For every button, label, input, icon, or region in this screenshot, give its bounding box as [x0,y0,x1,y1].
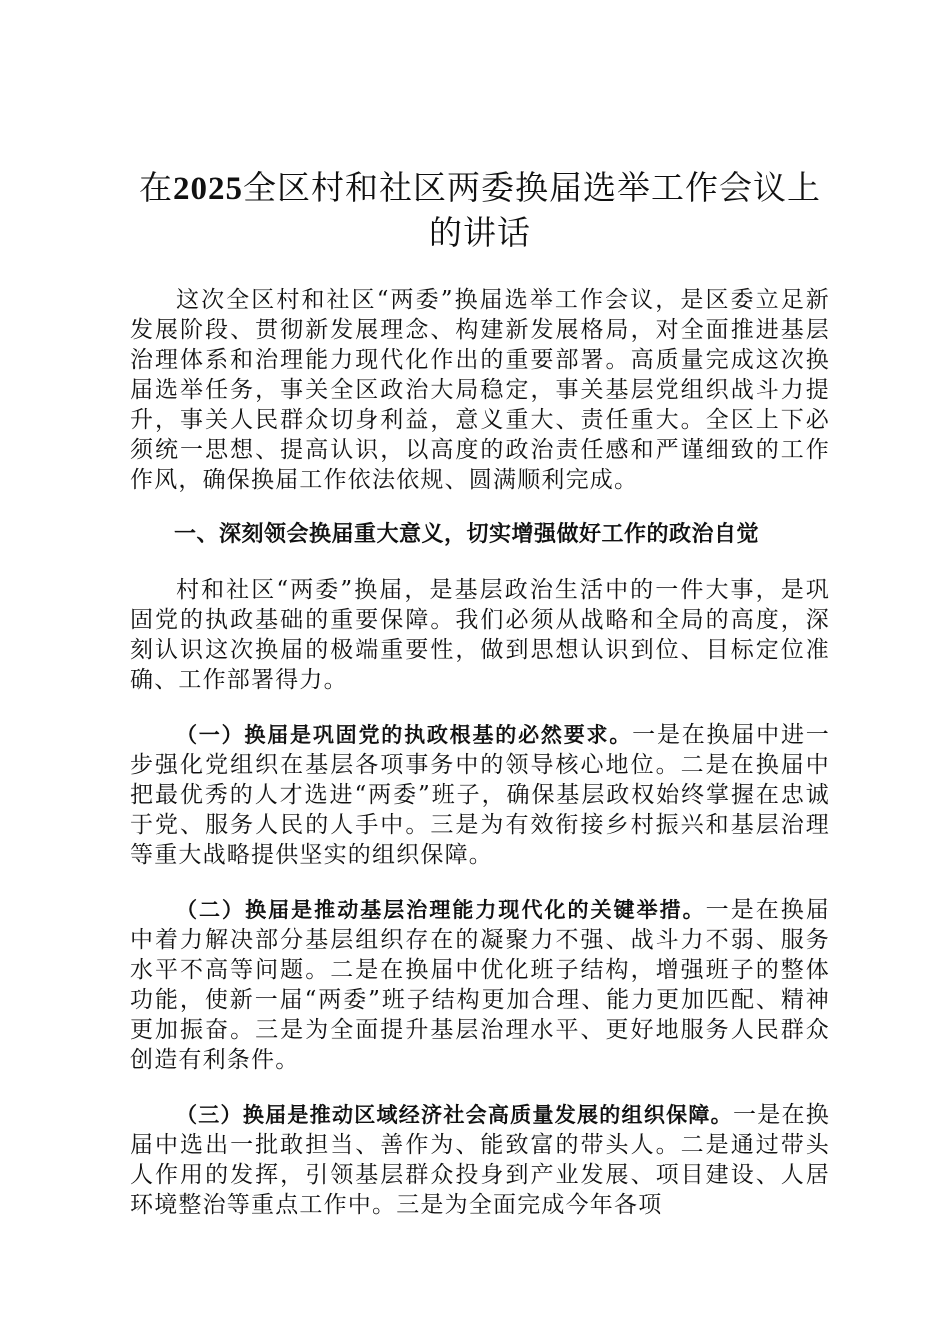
point-3-paragraph [130,1100,830,1220]
document-page [130,166,830,1245]
title-main: 全区村和社区两委换届选举工作会议上的讲话 [243,168,821,252]
point-2-lead: （二）换届是推动基层治理能力现代化的关键举措。 [176,898,706,922]
point-2-paragraph [130,895,830,1075]
title-prefix: 在 [139,168,173,207]
intro-paragraph: 这次全区村和社区“两委”换届选举工作会议，是区委立足新发展阶段、贯彻新发展理念、构建新发展格局，对全面推进基层治理体系和治理能力现代化作出的重要部署。高质量完成这次换届选举任务，事关全区政治大局稳定，事关基层党组织战斗力提升，事关人民群众切身利益，意义重大、责任重大。全区上下必须统一思想、提高认识，以高度的政治责任感和严谨细致的工作作风，确保换届工作依法依规、圆满顺利完成。 [130,287,830,493]
section-1-paragraph: 村和社区“两委”换届，是基层政治生活中的一件大事，是巩固党的执政基础的重要保障。我们必须从战略和全局的高度，深刻认识这次换届的极端重要性，做到思想认识到位、目标定位准确、工作部署得力。 [130,577,830,693]
document-title [130,166,830,255]
point-1-paragraph [130,720,830,870]
point-1-lead: （一）换届是巩固党的执政根基的必然要求。 [176,723,633,747]
section-heading-1: 一、深刻领会换届重大意义，切实增强做好工作的政治自觉 [174,522,760,547]
point-3-lead: （三）换届是推动区域经济社会高质量发展的组织保障。 [176,1103,733,1127]
point-1-text: 一是在换届中进一步强化党组织在基层各项事务中的领导核心地位。二是在换届中把最优秀的人才选进“两委”班子，确保基层政权始终掌握在忠诚于党、服务人民的人手中。三是为有效衔接乡村振兴和基层治理等重大战略提供坚实的组织保障。 [130,722,830,868]
point-2-text: 一是在换届中着力解决部分基层组织存在的凝聚力不强、战斗力不弱、服务水平不高等问题。二是在换届中优化班子结构，增强班子的整体功能，使新一届“两委”班子结构更加合理、能力更加匹配、精神更加振奋。三是为全面提升基层治理水平、更好地服务人民群众创造有利条件。 [130,897,830,1073]
point-3-text: 一是在换届中选出一批敢担当、善作为、能致富的带头人。二是通过带头人作用的发挥，引领基层群众投身到产业发展、项目建设、人居环境整治等重点工作中。三是为全面完成今年各项 [130,1102,830,1218]
title-year: 2025 [173,171,243,207]
